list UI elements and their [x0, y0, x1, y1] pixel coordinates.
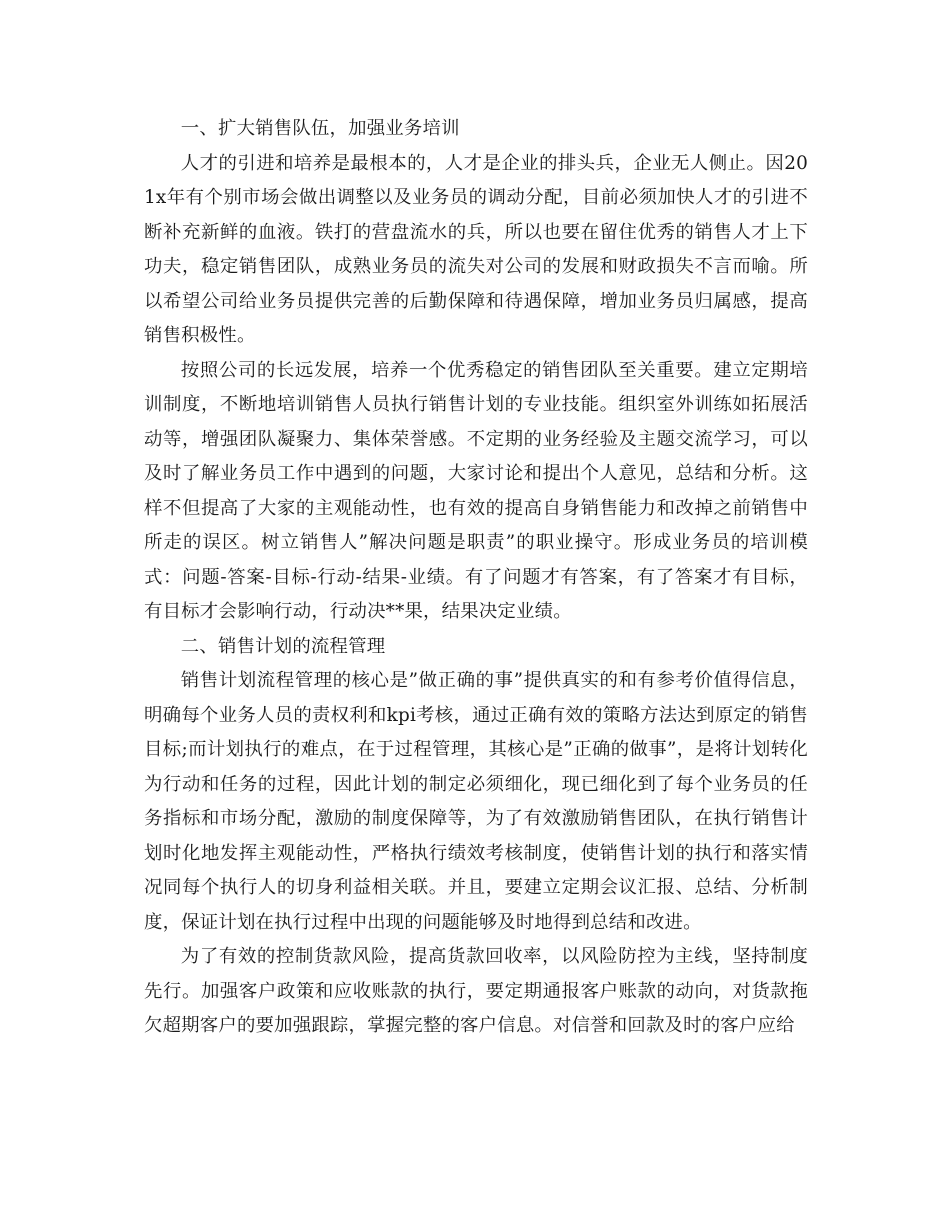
paragraph-payment-risk: 为了有效的控制货款风险，提高货款回收率，以风险防控为主线，坚持制度先行。加强客户政策和应收账款的执行，要定期通报客户账款的动向，对货款拖欠超期客户的要加强跟踪，掌握完整的客户信息。对信誉和回款及时的客户应给: [144, 946, 808, 1036]
paragraph-training-system: 按照公司的长远发展，培养一个优秀稳定的销售团队至关重要。建立定期培训制度，不断地培训销售人员执行销售计划的专业技能。组织室外训练如拓展活动等，增强团队凝聚力、集体荣誉感。不定期的业务经验及主题交流学习，可以及时了解业务员工作中遇到的问题，大家讨论和提出个人意见，总结和分析。这样不但提高了大家的主观能动性，也有效的提高自身销售能力和改掉之前销售中所走的误区。树立销售人”解决问题是职责”的职业操守。形成业务员的培训模式：问题-答案-目标-行动-结果-业绩。有了问题才有答案，有了答案才有目标，有目标才会影响行动，行动决**果，结果决定业绩。: [144, 359, 808, 622]
section-heading-2: 二、销售计划的流程管理: [180, 635, 386, 657]
document-body: [144, 112, 808, 1044]
paragraph-process-management: 销售计划流程管理的核心是”做正确的事”提供真实的和有参考价值得信息，明确每个业务人员的责权利和kpi考核，通过正确有效的策略方法达到原定的销售目标;而计划执行的难点，在于过程管理，其核心是”正确的做事”，是将计划转化为行动和任务的过程，因此计划的制定必须细化，现已细化到了每个业务员的任务指标和市场分配，激励的制度保障等，为了有效激励销售团队，在执行销售计划时化地发挥主观能动性，严格执行绩效考核制度，使销售计划的执行和落实情况同每个执行人的切身利益相关联。并且，要建立定期会议汇报、总结、分析制度，保证计划在执行过程中出现的问题能够及时地得到总结和改进。: [144, 670, 808, 933]
paragraph-talent-introduction: 人才的引进和培养是最根本的，人才是企业的排头兵，企业无人侧止。因201x年有个别市场会做出调整以及业务员的调动分配，目前必须加快人才的引进不断补充新鲜的血液。铁打的营盘流水的兵，所以也要在留住优秀的销售人才上下功夫，稳定销售团队，成熟业务员的流失对公司的发展和财政损失不言而喻。所以希望公司给业务员提供完善的后勤保障和待遇保障，增加业务员归属感，提高销售积极性。: [144, 152, 808, 346]
section-heading-1: 一、扩大销售队伍，加强业务培训: [180, 118, 460, 139]
